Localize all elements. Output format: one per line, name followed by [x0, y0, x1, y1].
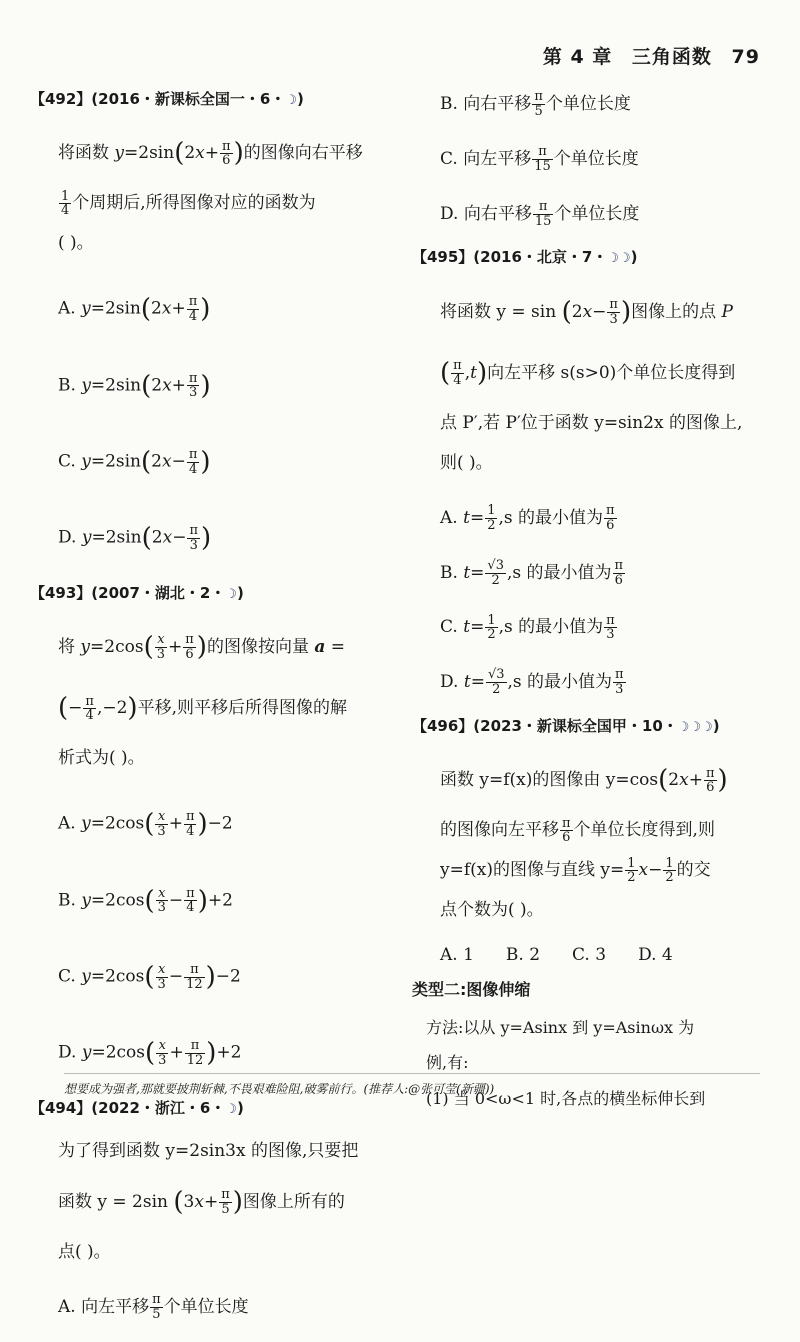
question-496-stem: 函数 y=f(x)的图像由 y=cos(2x+ $\frac{\pi}{6}$ ) 的图像向左平移 $\frac{\pi}{6}$ 个单位长度得到,则 y=f(x)的图像与直线 y= $\frac{1}{2}$ x− $\frac{1}{2}$ 的交 点个数为( )。 — [440, 765, 728, 921]
question-494-stem: 为了得到函数 y=2sin3x 的图像,只要把 函数 y = 2sin (3x+ $\frac{\pi}{5}$ )图像上所有的 点( )。 — [58, 1140, 359, 1262]
question-493-stem: 将 y=2cos( $\frac{x}{3}$ + $\frac{\pi}{6}$ )的图像按向量 a = (− $\frac{\pi}{4}$ ,−2)平移,则平移后所得图像的解 析式为( )。 — [58, 632, 347, 769]
page-footer-quote: 想要成为强者,那就要披荆斩棘,不畏艰难险阻,破雾前行。(推荐人:@张可莹(新疆)) — [64, 1073, 760, 1097]
section-title: 类型二:图像伸缩 — [412, 980, 531, 1000]
question-494-option-d: D. 向右平移 $\frac{\pi}{15}$ 个单位长度 — [440, 198, 640, 229]
question-493-option-b: B. y=2cos( $\frac{x}{3}$ − $\frac{\pi}{4}$ )+2 — [58, 885, 233, 916]
question-496-options — [440, 945, 772, 966]
question-494-option-b: B. 向右平移 $\frac{\pi}{5}$ 个单位长度 — [440, 89, 631, 119]
question-496-option-a: A. 1 — [440, 945, 474, 966]
question-495-option-a: A. t= $\frac{1}{2}$ ,s 的最小值为 $\frac{\pi}{6}$ — [440, 503, 615, 533]
question-496-option-b: B. 2 — [505, 945, 541, 966]
question-493-header: 【493】(2007・湖北・2・☽) — [30, 583, 244, 602]
question-494-option-c: C. 向左平移 $\frac{\pi}{15}$ 个单位长度 — [440, 144, 639, 174]
page-number: 79 — [731, 46, 760, 68]
question-492-option-b: B. y=2sin(2x+ $\frac{\pi}{3}$ ) — [58, 370, 211, 401]
question-496-option-c: C. 3 — [572, 945, 607, 966]
question-492-option-c: C. y=2sin(2x− $\frac{\pi}{4}$ ) — [58, 447, 211, 477]
question-493-option-c: C. y=2cos( $\frac{x}{3}$ − $\frac{\pi}{12}$ )−2 — [58, 961, 241, 992]
question-494-header: 【494】(2022・浙江・6・☽) — [30, 1098, 244, 1117]
left-column — [30, 84, 375, 1342]
question-492-header: 【492】(2016・新课标全国一・6・☽) — [30, 90, 304, 108]
difficulty-moon-icon: ☽ — [225, 1101, 238, 1117]
question-494-option-a: A. 向左平移 $\frac{\pi}{5}$ 个单位长度 — [58, 1292, 249, 1322]
difficulty-moon-icon: ☽☽☽ — [677, 719, 713, 735]
chapter-title: 三角函数 — [631, 46, 712, 68]
question-492-stem: 将函数 y=2sin(2x+ $\frac{\pi}{6}$ )的图像向右平移 $\frac{1}{4}$ 个周期后,所得图像对应的函数为 ( )。 — [58, 138, 363, 254]
difficulty-moon-icon: ☽ — [285, 93, 298, 108]
question-495-stem: 将函数 y = sin (2x− $\frac{\pi}{3}$ )图像上的点 P ( $\frac{\pi}{4}$ ,t)向左平移 s(s>0)个单位长度得到 点 P′,若 P′位于函数 y=sin2x 的图像上, 则( )。 — [440, 296, 743, 473]
question-495-header: 【495】(2016・北京・7・☽☽) — [412, 248, 638, 267]
question-492-option-a: A. y=2sin(2x+ $\frac{\pi}{4}$ ) — [58, 294, 211, 325]
question-495-option-d: D. t= $\frac{√3}{2}$ ,s 的最小值为 $\frac{\pi}{3}$ — [440, 667, 624, 698]
question-496-header: 【496】(2023・新课标全国甲・10・☽☽☽) — [412, 716, 720, 735]
question-493-option-d: D. y=2cos( $\frac{x}{3}$ + $\frac{\pi}{12}$ )+2 — [58, 1038, 242, 1069]
right-column — [412, 84, 772, 1124]
question-492-option-d: D. y=2sin(2x− $\frac{\pi}{3}$ ) — [58, 523, 212, 554]
question-495-option-b: B. t= $\frac{√3}{2}$ ,s 的最小值为 $\frac{\pi}{6}$ — [440, 557, 624, 588]
question-496-option-d: D. 4 — [638, 945, 673, 966]
page-header — [531, 42, 760, 69]
chapter-label: 第 4 章 — [542, 46, 613, 68]
question-495-option-c: C. t= $\frac{1}{2}$ ,s 的最小值为 $\frac{\pi}{3}$ — [440, 612, 615, 643]
method-text: 方法:以从 y=Asinx 到 y=Asinωx 为 例,有: (1) 当 0<ω<1 时,各点的横坐标伸长到 — [426, 1018, 706, 1108]
question-493-option-a: A. y=2cos( $\frac{x}{3}$ + $\frac{\pi}{4}$ )−2 — [58, 809, 233, 840]
difficulty-moon-icon: ☽ — [225, 586, 238, 602]
difficulty-moon-icon: ☽☽ — [607, 251, 631, 267]
